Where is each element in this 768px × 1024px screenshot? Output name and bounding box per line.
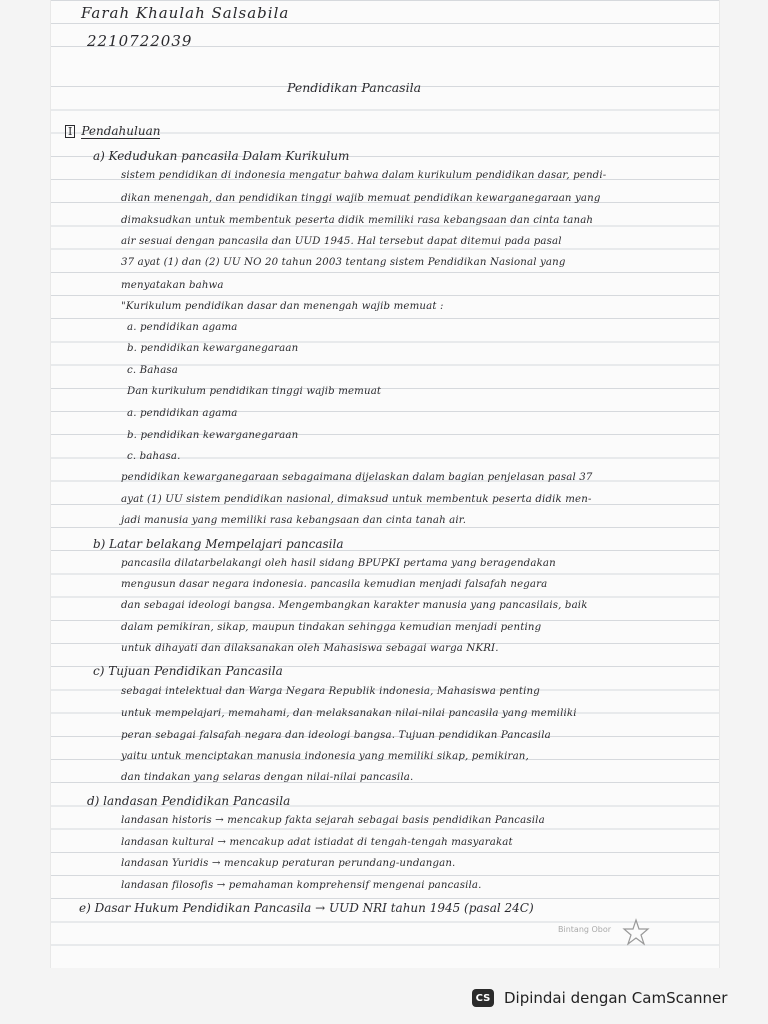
list-item: a. pendidikan agama — [127, 408, 238, 419]
list-item: a. pendidikan agama — [127, 322, 238, 333]
subheading-c: c) Tujuan Pendidikan Pancasila — [93, 664, 283, 678]
text-line: landasan Yuridis → mencakup peraturan perundang-undangan. — [121, 858, 456, 869]
text-line: dan sebagai ideologi bangsa. Mengembangkan karakter manusia yang pancasilais, baik — [121, 600, 588, 611]
text-line: sebagai intelektual dan Warga Negara Republik indonesia, Mahasiswa penting — [121, 686, 540, 697]
text-line: untuk mempelajari, memahami, dan melaksanakan nilai-nilai pancasila yang memiliki — [121, 708, 577, 719]
page-title: Pendidikan Pancasila — [287, 80, 422, 95]
text-line: yaitu untuk menciptakan manusia indonesia yang memiliki sikap, pemikiran, — [121, 751, 529, 762]
text-line: landasan historis → mencakup fakta sejarah sebagai basis pendidikan Pancasila — [121, 815, 545, 826]
text-line: Dan kurikulum pendidikan tinggi wajib memuat — [127, 386, 382, 397]
student-id: 2210722039 — [87, 32, 193, 50]
list-item: c. Bahasa — [127, 365, 179, 376]
subheading-a: a) Kedudukan pancasila Dalam Kurikulum — [93, 149, 350, 163]
text-line: menyatakan bahwa — [121, 280, 224, 291]
camscanner-text: Dipindai dengan CamScanner — [504, 989, 728, 1007]
student-name: Farah Khaulah Salsabila — [81, 4, 290, 22]
text-line: mengusun dasar negara indonesia. pancasila kemudian menjadi falsafah negara — [121, 579, 548, 590]
text-line: landasan kultural → mencakup adat istiadat di tengah-tengah masyarakat — [121, 837, 513, 848]
text-line: dalam pemikiran, sikap, maupun tindakan sehingga kemudian menjadi penting — [121, 622, 542, 633]
camscanner-logo-icon: CS — [472, 989, 494, 1007]
list-item: b. pendidikan kewarganegaraan — [127, 343, 299, 354]
text-line: ayat (1) UU sistem pendidikan nasional, dimaksud untuk membentuk peserta didik men- — [121, 494, 592, 505]
text-line: 37 ayat (1) dan (2) UU NO 20 tahun 2003 tentang sistem Pendidikan Nasional yang — [121, 257, 566, 268]
lined-paper — [50, 0, 720, 968]
text-line: air sesuai dengan pancasila dan UUD 1945. Hal tersebut dapat ditemui pada pasal — [121, 236, 562, 247]
text-line: jadi manusia yang memiliki rasa kebangsaan dan cinta tanah air. — [121, 515, 467, 526]
text-line: untuk dihayati dan dilaksanakan oleh Mahasiswa sebagai warga NKRI. — [121, 643, 499, 654]
camscanner-footer — [472, 978, 768, 1018]
list-item: b. pendidikan kewarganegaraan — [127, 430, 299, 441]
subheading-e: e) Dasar Hukum Pendidikan Pancasila → UUD NRI tahun 1945 (pasal 24C) — [79, 901, 534, 915]
text-line: dimaksudkan untuk membentuk peserta didik memiliki rasa kebangsaan dan cinta tanah — [121, 215, 594, 226]
text-line: pendidikan kewarganegaraan sebagaimana dijelaskan dalam bagian penjelasan pasal 37 — [121, 472, 593, 483]
subheading-b: b) Latar belakang Mempelajari pancasila — [93, 537, 344, 551]
text-line: peran sebagai falsafah negara dan ideologi bangsa. Tujuan pendidikan Pancasila — [121, 730, 551, 741]
text-line: landasan filosofis → pemahaman komprehensif mengenai pancasila. — [121, 880, 482, 891]
list-item: c. bahasa. — [127, 451, 181, 462]
text-line: dikan menengah, dan pendidikan tinggi wajib memuat pendidikan kewarganegaraan yang — [121, 193, 601, 204]
text-line: "Kurikulum pendidikan dasar dan menengah wajib memuat : — [121, 301, 444, 312]
text-line: sistem pendidikan di indonesia mengatur bahwa dalam kurikulum pendidikan dasar, pendi- — [121, 170, 607, 181]
star-logo-icon — [622, 918, 650, 946]
paper-brand-stamp: Bintang Obor — [558, 925, 612, 934]
text-line: dan tindakan yang selaras dengan nilai-nilai pancasila. — [121, 772, 414, 783]
section-label: Pendahuluan — [81, 124, 161, 138]
section-marker: I — [65, 125, 75, 138]
text-line: pancasila dilatarbelakangi oleh hasil sidang BPUPKI pertama yang beragendakan — [121, 558, 556, 569]
subheading-d: d) landasan Pendidikan Pancasila — [87, 794, 291, 808]
section-heading-pendahuluan — [65, 124, 160, 138]
